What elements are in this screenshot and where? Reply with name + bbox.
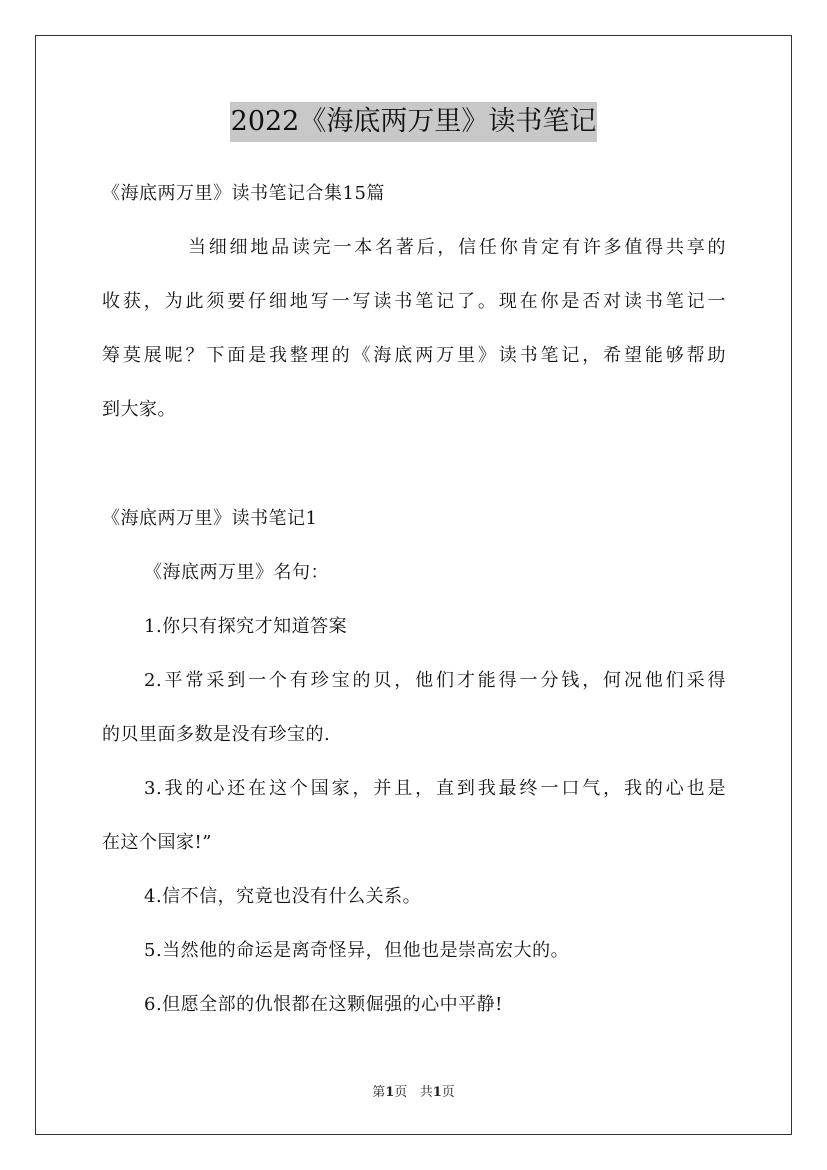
intro-line-1: 当细细地品读完一本名著后，信任你肯定有许多值得共享的: [188, 237, 726, 258]
title-container: [0, 102, 827, 142]
quote-3: 3.我的心还在这个国家，并且，直到我最终一口气，我的心也是: [144, 778, 726, 799]
footer-suffix: 页: [441, 1085, 455, 1100]
quote-3-continued: 在这个国家!”: [102, 832, 212, 853]
quote-2: 2.平常采到一个有珍宝的贝，他们才能得一分钱，何况他们采得: [144, 670, 726, 691]
quote-2-continued: 的贝里面多数是没有珍宝的.: [102, 724, 331, 745]
quote-4: 4.信不信，究竟也没有什么关系。: [144, 886, 422, 907]
footer-page-number: 1: [385, 1085, 395, 1100]
subtitle: 《海底两万里》读书笔记合集15篇: [102, 183, 385, 204]
footer-mid: 页 共: [394, 1085, 433, 1100]
page-footer: [0, 1084, 827, 1102]
quote-1: 1.你只有探究才知道答案: [144, 616, 348, 637]
quotes-heading: 《海底两万里》名句：: [144, 562, 329, 583]
footer-page-total: 1: [432, 1085, 442, 1100]
quote-6: 6.但愿全部的仇恨都在这颗倔强的心中平静!: [144, 994, 503, 1015]
intro-line-3: 筹莫展呢？下面是我整理的《海底两万里》读书笔记，希望能够帮助: [102, 345, 726, 366]
footer-prefix: 第: [372, 1085, 386, 1100]
quote-5: 5.当然他的命运是离奇怪异，但他也是崇高宏大的。: [144, 940, 570, 961]
document-title: 2022《海底两万里》读书笔记: [230, 102, 598, 142]
section-heading: 《海底两万里》读书笔记1: [102, 508, 318, 529]
intro-line-4: 到大家。: [102, 399, 176, 420]
intro-line-2: 收获，为此须要仔细地写一写读书笔记了。现在你是否对读书笔记一: [102, 291, 726, 312]
